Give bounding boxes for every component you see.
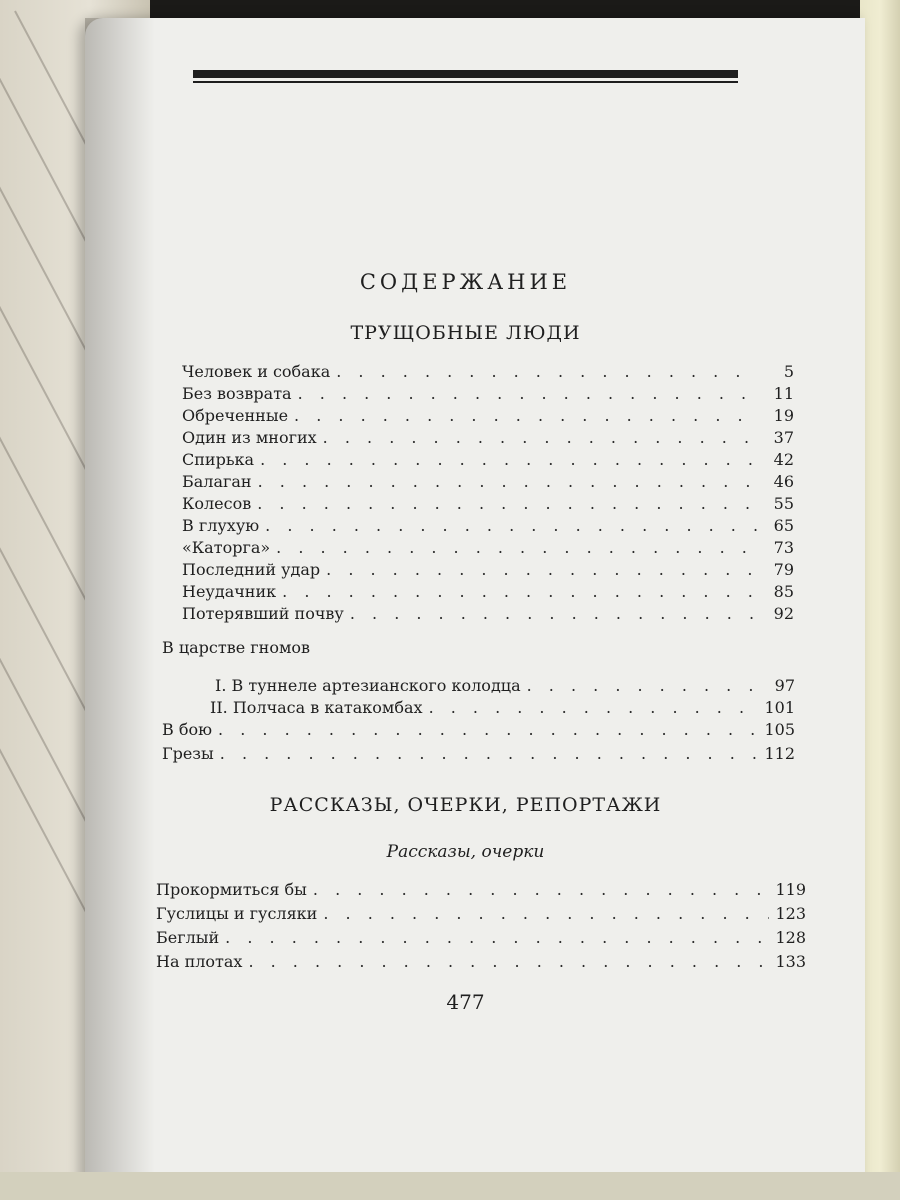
entry-page: 11 [773, 384, 794, 403]
toc-entry[interactable] [182, 472, 794, 494]
entry-page: 5 [783, 362, 794, 381]
entry-page: 101 [764, 698, 795, 717]
toc-entry[interactable] [215, 676, 795, 698]
section-title: ТРУЩОБНЫЕ ЛЮДИ [350, 322, 581, 344]
toc-entry[interactable] [182, 604, 794, 626]
entry-title: В глухую [182, 516, 260, 535]
entry-page: 105 [764, 720, 795, 739]
toc-entry[interactable] [156, 904, 806, 926]
entry-title: Последний удар [182, 560, 321, 579]
entry-title: Один из многих [182, 428, 317, 447]
dot-leader [326, 560, 758, 579]
toc-entry[interactable] [162, 720, 795, 742]
entry-title: Колесов [182, 494, 252, 513]
dot-leader [258, 472, 758, 491]
dot-leader [218, 720, 758, 739]
book-edge [860, 0, 900, 1200]
entry-page: 85 [773, 582, 794, 601]
entry-page: 128 [775, 928, 806, 947]
entry-page: 46 [773, 472, 794, 491]
entry-title: «Каторга» [182, 538, 271, 557]
top-rule [193, 70, 738, 78]
toc-entry[interactable] [182, 560, 794, 582]
group-title: В царстве гномов [162, 638, 311, 657]
toc-entry[interactable] [182, 450, 794, 472]
page-number: 477 [446, 990, 485, 1014]
entry-title: В бою [162, 720, 213, 739]
gutter-shadow [85, 18, 155, 1193]
dot-leader [220, 744, 759, 763]
entry-page: 119 [775, 880, 806, 899]
bottom-strip [0, 1172, 900, 1200]
entry-title: Человек и собака [182, 362, 331, 381]
dot-leader [225, 928, 769, 947]
entry-page: 55 [773, 494, 794, 513]
top-rule-thin [193, 81, 738, 83]
toc-entry[interactable] [182, 494, 794, 516]
dot-leader [323, 904, 769, 923]
dot-leader [298, 384, 758, 403]
entry-title: Спирька [182, 450, 255, 469]
dot-leader [350, 604, 758, 623]
toc-entry[interactable] [156, 928, 806, 950]
entry-page: 73 [773, 538, 794, 557]
entry-title: I. В туннеле артезианского колодца [215, 676, 521, 695]
entry-page: 42 [773, 450, 794, 469]
dot-leader [265, 516, 758, 535]
entry-title: Балаган [182, 472, 252, 491]
dot-leader [294, 406, 758, 425]
entry-title: Потерявший почву [182, 604, 344, 623]
dot-leader [276, 538, 758, 557]
toc-entry[interactable] [182, 406, 794, 428]
toc-entry[interactable] [182, 428, 794, 450]
entry-page: 133 [775, 952, 806, 971]
entry-title: Обреченные [182, 406, 289, 425]
dot-leader [282, 582, 758, 601]
left-page-text-line [0, 741, 90, 919]
toc-entry[interactable] [182, 516, 794, 538]
toc-entry[interactable] [210, 698, 795, 720]
entry-title: Грезы [162, 744, 214, 763]
toc-entry[interactable] [182, 582, 794, 604]
dot-leader [257, 494, 758, 513]
dot-leader [336, 362, 758, 381]
toc-entry[interactable] [182, 362, 794, 384]
entry-title: На плотах [156, 952, 243, 971]
entry-page: 92 [773, 604, 794, 623]
entry-title: Прокормиться бы [156, 880, 307, 899]
entry-title: Неудачник [182, 582, 277, 601]
section-title: РАССКАЗЫ, ОЧЕРКИ, РЕПОРТАЖИ [269, 794, 662, 816]
toc-entry[interactable] [156, 952, 806, 974]
entry-page: 79 [773, 560, 794, 579]
entry-page: 97 [774, 676, 795, 695]
entry-title: Гуслицы и гусляки [156, 904, 318, 923]
toc-entry[interactable] [182, 538, 794, 560]
entry-title: Без возврата [182, 384, 292, 403]
entry-page: 112 [764, 744, 795, 763]
section-subtitle: Рассказы, очерки [386, 842, 545, 862]
toc-entry[interactable] [182, 384, 794, 406]
entry-page: 123 [775, 904, 806, 923]
contents-heading: СОДЕРЖАНИЕ [359, 270, 572, 294]
entry-title: Беглый [156, 928, 220, 947]
dot-leader [527, 676, 759, 695]
toc-entry[interactable] [156, 880, 806, 902]
entry-page: 19 [773, 406, 794, 425]
toc-entry[interactable] [162, 744, 795, 766]
dot-leader [260, 450, 758, 469]
entry-page: 65 [773, 516, 794, 535]
entry-page: 37 [773, 428, 794, 447]
dot-leader [248, 952, 769, 971]
dot-leader [429, 698, 759, 717]
dot-leader [313, 880, 770, 899]
entry-title: II. Полчаса в катакомбах [210, 698, 423, 717]
dot-leader [323, 428, 758, 447]
